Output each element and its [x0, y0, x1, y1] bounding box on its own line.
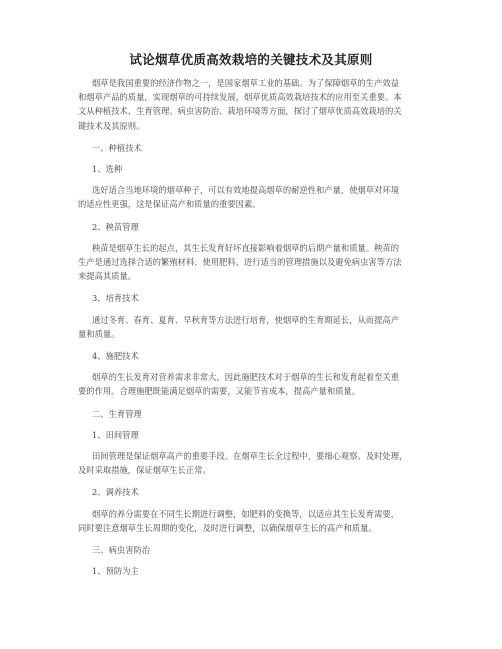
text-line: 烟草的养分需要在不同生长期进行调整，如肥料的变换等，以适应其生长发育需要，	[92, 508, 399, 519]
text-line: 量和质量。	[78, 328, 120, 339]
paragraph-fertilization	[78, 370, 432, 398]
subheading-fertilization: 4、施肥技术	[92, 351, 139, 362]
text-line: 要的作用。合理施肥既能满足烟草的需要，又能节省成本，提高产量和质量。	[78, 386, 361, 397]
subheading-cultivation: 3、培育技术	[92, 293, 139, 304]
text-line: 及时采取措施，保证烟草生长正常。	[78, 465, 211, 476]
text-line: 选好适合当地环境的烟草种子，可以有效地提高烟草的耐逆性和产量，使烟草对环境	[92, 185, 399, 196]
text-line: 键技术及其原则。	[78, 120, 145, 131]
document-title: 试论烟草优质高效栽培的关键技术及其原则	[129, 52, 373, 67]
text-line: 文从种植技术、生育管理、病虫害防治、栽培环境等方面，探讨了烟草优质高效栽培的关	[78, 106, 402, 117]
text-line: 秧苗是烟草生长的起点，其生长发育好坏直接影响着烟草的后期产量和质量。秧苗的	[92, 242, 399, 253]
paragraph-field-management	[78, 449, 432, 477]
paragraph-seedling-management	[78, 241, 432, 284]
intro-paragraph	[78, 76, 432, 133]
text-line: 来提高其质量。	[78, 271, 137, 282]
text-line: 的适应性更强，这是保证高产和质量的重要因素。	[78, 199, 261, 210]
paragraph-cultivation	[78, 313, 432, 341]
text-line: 和烟草产品的质量，实现烟草的可持续发展，烟草优质高效栽培技术的应用至关重要。本	[78, 92, 402, 103]
text-line: 田间管理是保证烟草高产的重要手段。在烟草生长全过程中，要细心观察、及时处理，	[92, 451, 408, 462]
text-line: 生产是通过选择合适的繁殖材料、使用肥料、进行适当的管理措施以及避免病虫害等方法	[78, 257, 402, 268]
subheading-seedling-management: 2、秧苗管理	[92, 221, 139, 232]
subheading-prevention: 1、预防为主	[92, 566, 139, 577]
document-body	[78, 76, 432, 578]
paragraph-seed-selection	[78, 183, 432, 211]
paragraph-conditioning	[78, 507, 432, 535]
subheading-conditioning: 2、调养技术	[92, 487, 139, 498]
section-heading-growth-management: 二、生育管理	[92, 408, 142, 419]
section-heading-pest-control: 三、病虫害防治	[92, 545, 151, 556]
text-line: 同时要注意烟草生长周期的变化，及时进行调整，以确保烟草生长的高产和质量。	[78, 522, 377, 533]
section-heading-planting: 一、种植技术	[92, 142, 142, 153]
text-line: 烟草的生长发育对营养需求非常大，因此施肥技术对于烟草的生长和发育起着至关重	[92, 372, 399, 383]
subheading-seed-selection: 1、选种	[92, 164, 123, 175]
subheading-field-management: 1、田间管理	[92, 429, 139, 440]
text-line: 烟草是我国重要的经济作物之一，是国家烟草工业的基础。为了保障烟草的生产效益	[92, 78, 399, 88]
text-line: 通过冬育、春育、夏育、早秋育等方法进行培育，使烟草的生育期延长，从而提高产	[92, 314, 399, 325]
